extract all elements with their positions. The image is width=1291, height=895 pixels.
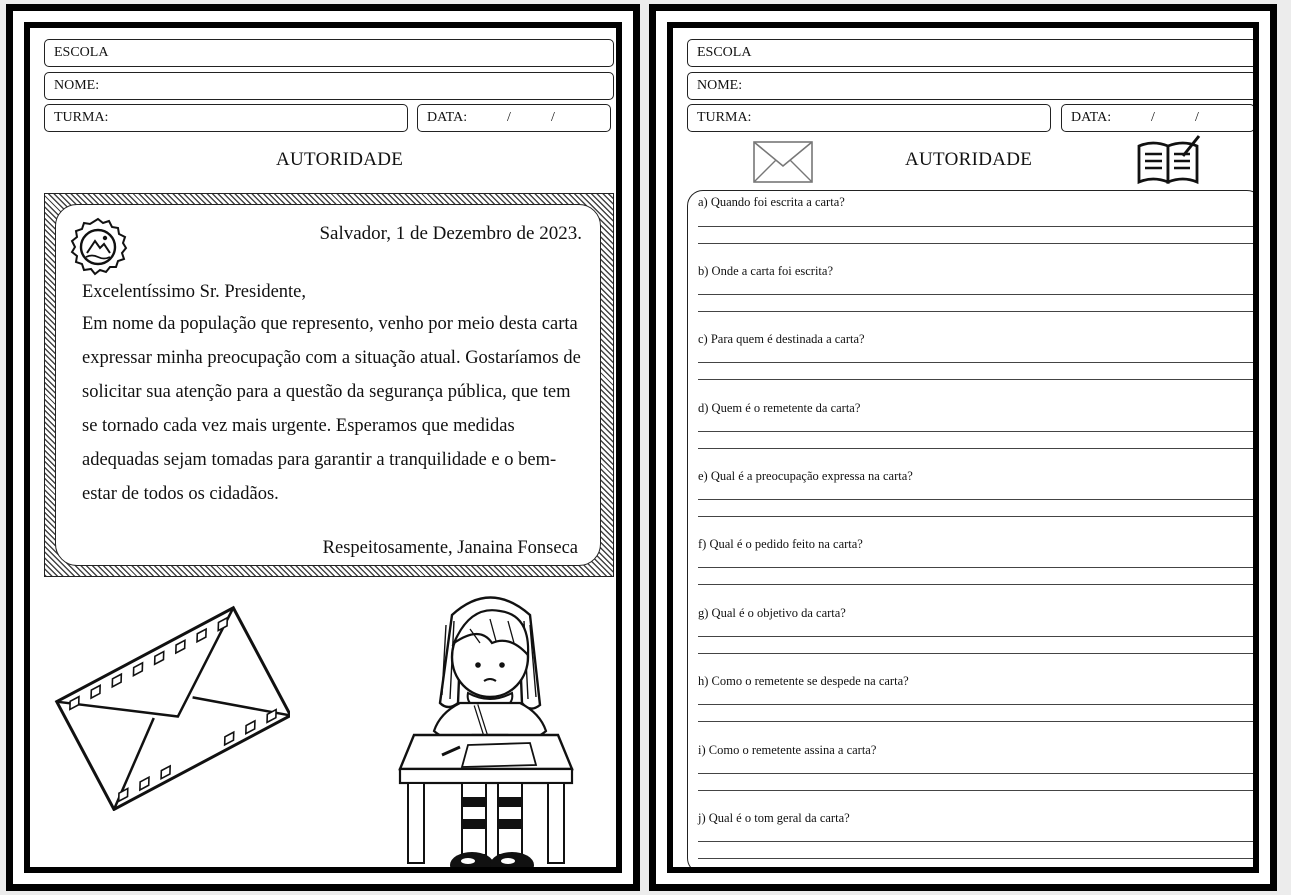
question-i: i) Como o remetente assina a carta? xyxy=(698,743,877,757)
nome-field[interactable] xyxy=(687,72,1253,100)
letter-line: adequadas sejam tomadas para garantir a tranquilidade e o bem- xyxy=(82,450,557,470)
girl-writing-illustration xyxy=(380,585,600,867)
answer-line[interactable] xyxy=(698,858,1253,859)
letter-paper xyxy=(55,204,601,566)
turma-field[interactable] xyxy=(44,104,408,132)
question-h: h) Como o remetente se despede na carta? xyxy=(698,674,909,688)
question-a: a) Quando foi escrita a carta? xyxy=(698,195,845,209)
letter-frame xyxy=(44,193,614,577)
nome-field[interactable] xyxy=(44,72,614,100)
answer-line[interactable] xyxy=(698,653,1253,654)
page-title: AUTORIDADE xyxy=(905,149,1033,170)
date-separator: / xyxy=(1195,110,1199,125)
letter-body xyxy=(82,277,597,511)
escola-field[interactable] xyxy=(44,39,614,67)
answer-line[interactable] xyxy=(698,636,1253,637)
turma-label: TURMA: xyxy=(54,110,109,125)
open-book-icon xyxy=(1135,134,1203,186)
letter-line: estar de todos os cidadãos. xyxy=(82,484,279,504)
letter-line: expressar minha preocupação com a situação atual. Gostaríamos de xyxy=(82,348,581,368)
letter-line: solicitar sua atenção para a questão da segurança pública, que tem xyxy=(82,382,571,402)
answer-line[interactable] xyxy=(698,431,1253,432)
question-j: j) Qual é o tom geral da carta? xyxy=(698,811,850,825)
letter-line: Em nome da população que represento, venho por meio desta carta xyxy=(82,314,578,334)
date-separator: / xyxy=(551,110,555,125)
question-d: d) Quem é o remetente da carta? xyxy=(698,401,861,415)
answer-line[interactable] xyxy=(698,584,1253,585)
answer-line[interactable] xyxy=(698,311,1253,312)
question-e: e) Qual é a preocupação expressa na carta? xyxy=(698,469,913,483)
question-f: f) Qual é o pedido feito na carta? xyxy=(698,537,863,551)
escola-label: ESCOLA xyxy=(54,45,109,60)
small-envelope-icon xyxy=(752,140,814,184)
answer-line[interactable] xyxy=(698,773,1253,774)
date-separator: / xyxy=(1151,110,1155,125)
answer-line[interactable] xyxy=(698,841,1253,842)
nome-label: NOME: xyxy=(54,78,100,93)
letter-date: Salvador, 1 de Dezembro de 2023. xyxy=(319,223,582,244)
nome-label: NOME: xyxy=(697,78,743,93)
question-g: g) Qual é o objetivo da carta? xyxy=(698,606,846,620)
answer-line[interactable] xyxy=(698,448,1253,449)
letter-greeting: Excelentíssimo Sr. Presidente, xyxy=(82,282,307,302)
page-title: AUTORIDADE xyxy=(276,149,404,170)
answer-line[interactable] xyxy=(698,704,1253,705)
answer-line[interactable] xyxy=(698,790,1253,791)
date-separator: / xyxy=(507,110,511,125)
escola-field[interactable] xyxy=(687,39,1253,67)
worksheet-page-left xyxy=(6,4,640,891)
answer-line[interactable] xyxy=(698,721,1253,722)
data-field[interactable] xyxy=(1061,104,1253,132)
worksheet-page-right xyxy=(649,4,1277,891)
answer-line[interactable] xyxy=(698,516,1253,517)
turma-field[interactable] xyxy=(687,104,1051,132)
question-b: b) Onde a carta foi escrita? xyxy=(698,264,833,278)
envelope-icon xyxy=(50,601,290,811)
escola-label: ESCOLA xyxy=(697,45,752,60)
letter-line: se tornado cada vez mais urgente. Esperamos que medidas xyxy=(82,416,515,436)
data-label: DATA: xyxy=(1071,110,1112,125)
data-field[interactable] xyxy=(417,104,611,132)
question-c: c) Para quem é destinada a carta? xyxy=(698,332,865,346)
answer-line[interactable] xyxy=(698,362,1253,363)
letter-signature: Respeitosamente, Janaina Fonseca xyxy=(322,538,578,558)
answer-line[interactable] xyxy=(698,499,1253,500)
turma-label: TURMA: xyxy=(697,110,752,125)
seal-icon xyxy=(68,217,128,277)
answer-line[interactable] xyxy=(698,294,1253,295)
answer-line[interactable] xyxy=(698,379,1253,380)
answer-line[interactable] xyxy=(698,243,1253,244)
data-label: DATA: xyxy=(427,110,468,125)
questions-box xyxy=(687,190,1253,867)
answer-line[interactable] xyxy=(698,226,1253,227)
answer-line[interactable] xyxy=(698,567,1253,568)
